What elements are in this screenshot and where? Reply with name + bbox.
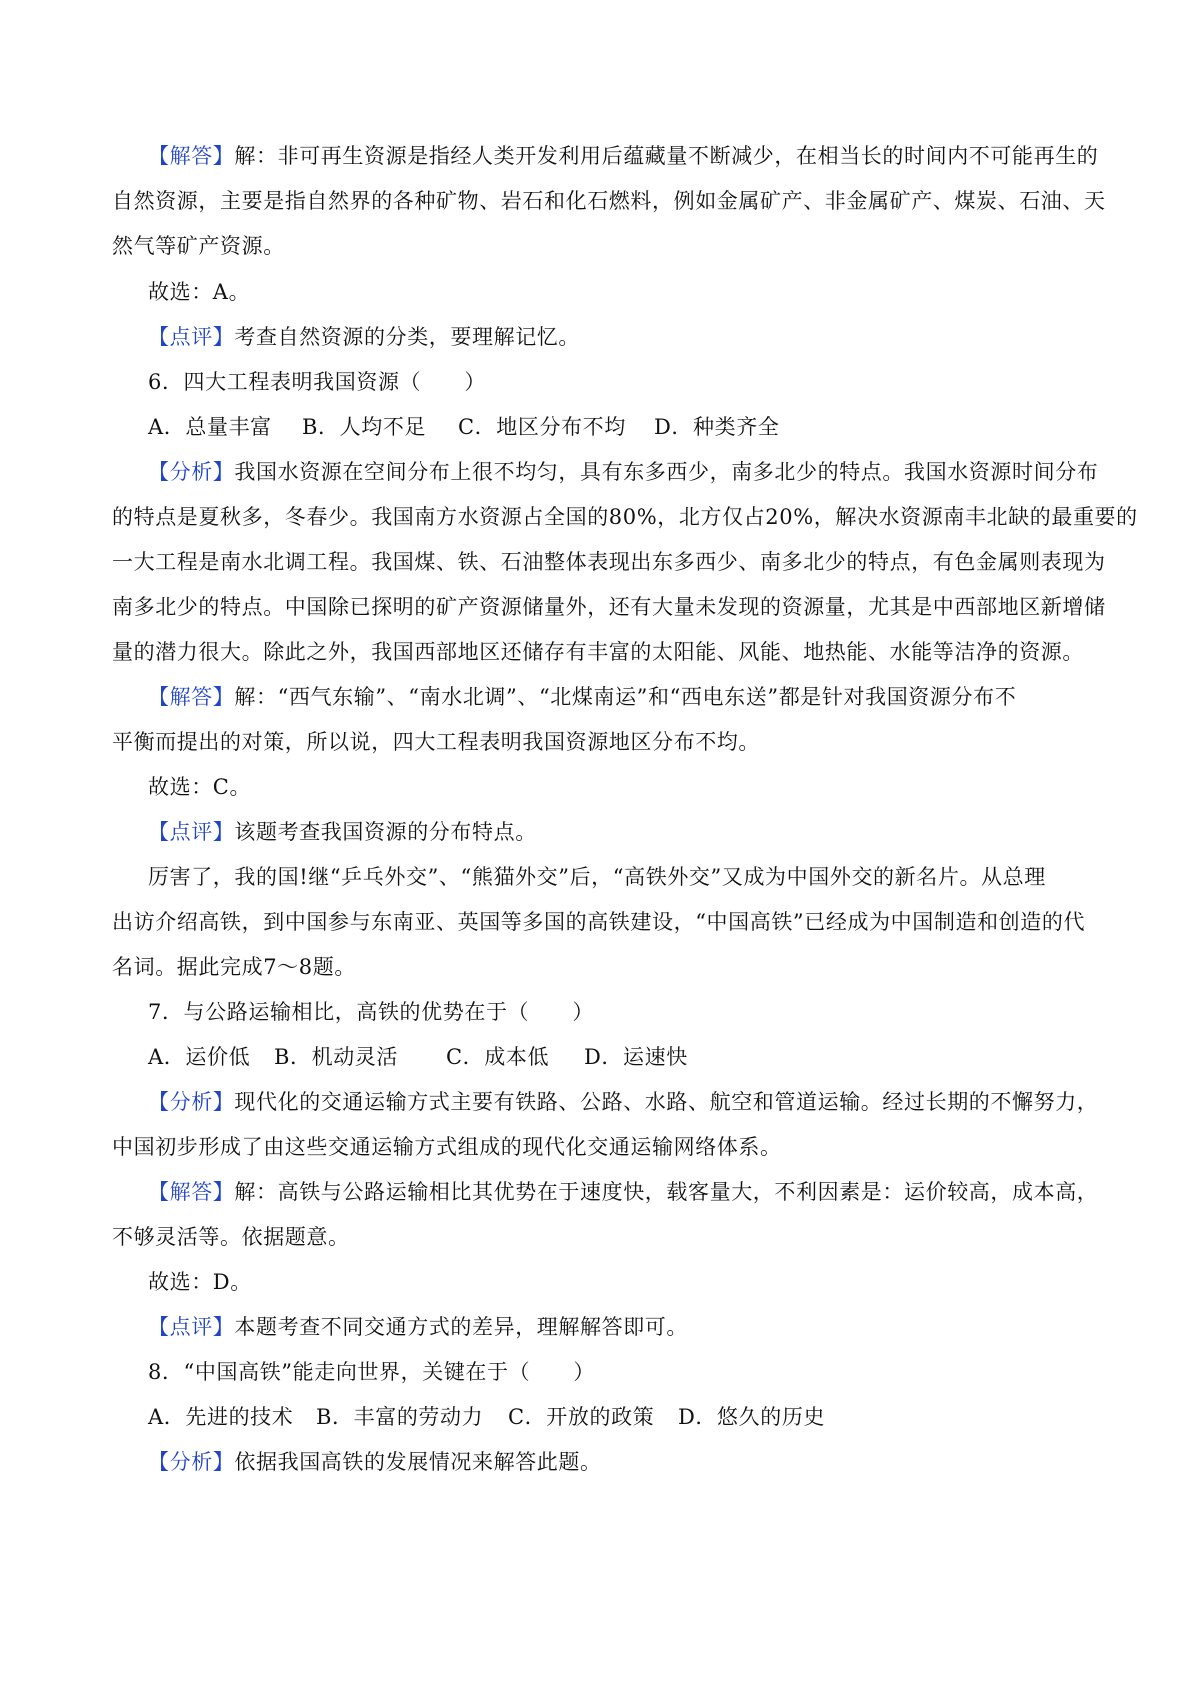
q6-option-b: B．人均不足 <box>302 415 427 439</box>
q8-analysis: 【分析】依据我国高铁的发展情况来解答此题。 <box>148 1450 602 1474</box>
comment-tag: 【点评】 <box>148 1315 235 1339</box>
q6-comment: 【点评】该题考查我国资源的分布特点。 <box>148 820 537 844</box>
q6-question: 6．四大工程表明我国资源（ ） <box>148 370 486 394</box>
q6-option-d: D．种类齐全 <box>654 415 780 439</box>
q7-option-d: D．运速快 <box>584 1045 688 1069</box>
q8-option-c: C．开放的政策 <box>508 1405 655 1429</box>
q6-option-c: C．地区分布不均 <box>458 415 626 439</box>
q7-choice: 故选：D。 <box>148 1270 252 1294</box>
q5-answer-line-2: 自然资源，主要是指自然界的各种矿物、岩石和化石燃料，例如金属矿产、非金属矿产、煤炭、石油、天 <box>112 189 1106 213</box>
q7-question: 7．与公路运输相比，高铁的优势在于（ ） <box>148 1000 594 1024</box>
q5-answer-line-1: 【解答】解：非可再生资源是指经人类开发利用后蕴藏量不断减少，在相当长的时间内不可能再生的 <box>148 144 1099 168</box>
q7-option-b: B．机动灵活 <box>274 1045 399 1069</box>
q5-answer-line-3: 然气等矿产资源。 <box>112 234 285 258</box>
q7-option-a: A．运价低 <box>148 1045 251 1069</box>
q8-options <box>148 1402 1102 1432</box>
q6-analysis-line-1: 【分析】我国水资源在空间分布上很不均匀，具有东多西少，南多北少的特点。我国水资源时间分布 <box>148 460 1099 484</box>
q5-comment: 【点评】考查自然资源的分类，要理解记忆。 <box>148 325 581 349</box>
analysis-tag: 【分析】 <box>148 1450 235 1474</box>
answer-tag: 【解答】 <box>148 144 235 168</box>
q6-analysis-line-3: 一大工程是南水北调工程。我国煤、铁、石油整体表现出东多西少、南多北少的特点，有色金属则表现为 <box>112 550 1106 574</box>
q7-options <box>148 1042 1102 1072</box>
q7-option-c: C．成本低 <box>446 1045 550 1069</box>
answer-tag: 【解答】 <box>148 1180 235 1204</box>
q8-option-d: D．悠久的历史 <box>678 1405 826 1429</box>
q8-question: 8．“中国高铁”能走向世界，关键在于（ ） <box>148 1360 596 1384</box>
q8-option-b: B．丰富的劳动力 <box>316 1405 484 1429</box>
q6-option-a: A．总量丰富 <box>148 415 272 439</box>
q5-choice: 故选：A。 <box>148 280 251 304</box>
q6-analysis-line-2: 的特点是夏秋多，冬春少。我国南方水资源占全国的80%，北方仅占20%，解决水资源南丰北缺的最重要的 <box>112 505 1138 529</box>
answer-tag: 【解答】 <box>148 685 235 709</box>
q6-options <box>148 412 1102 442</box>
q6-choice: 故选：C。 <box>148 775 252 799</box>
q7-analysis-line-1: 【分析】现代化的交通运输方式主要有铁路、公路、水路、航空和管道运输。经过长期的不懈努力， <box>148 1090 1099 1114</box>
analysis-tag: 【分析】 <box>148 1090 235 1114</box>
passage-line-3: 名词。据此完成7～8题。 <box>112 955 356 979</box>
q7-answer-line-1: 【解答】解：高铁与公路运输相比其优势在于速度快，载客量大，不利因素是：运价较高，成本高， <box>148 1180 1099 1204</box>
q6-answer-line-2: 平衡而提出的对策，所以说，四大工程表明我国资源地区分布不均。 <box>112 730 760 754</box>
q6-answer-line-1: 【解答】解：“西气东输”、“南水北调”、“北煤南运”和“西电东送”都是针对我国资源分布不 <box>148 685 1017 709</box>
q6-analysis-line-5: 量的潜力很大。除此之外，我国西部地区还储存有丰富的太阳能、风能、地热能、水能等洁净的资源。 <box>112 640 1084 664</box>
q8-option-a: A．先进的技术 <box>148 1405 294 1429</box>
comment-tag: 【点评】 <box>148 820 235 844</box>
q6-analysis-line-4: 南多北少的特点。中国除已探明的矿产资源储量外，还有大量未发现的资源量，尤其是中西部地区新增储 <box>112 595 1106 619</box>
q7-comment: 【点评】本题考查不同交通方式的差异，理解解答即可。 <box>148 1315 689 1339</box>
comment-tag: 【点评】 <box>148 325 235 349</box>
q7-analysis-line-2: 中国初步形成了由这些交通运输方式组成的现代化交通运输网络体系。 <box>112 1135 782 1159</box>
q7-answer-line-2: 不够灵活等。依据题意。 <box>112 1225 350 1249</box>
analysis-tag: 【分析】 <box>148 460 235 484</box>
passage-line-2: 出访介绍高铁，到中国参与东南亚、英国等多国的高铁建设，“中国高铁”已经成为中国制造和创造的代 <box>112 910 1086 934</box>
passage-line-1: 厉害了，我的国!继“乒乓外交”、“熊猫外交”后，“高铁外交”又成为中国外交的新名片。从总理 <box>148 865 1046 889</box>
